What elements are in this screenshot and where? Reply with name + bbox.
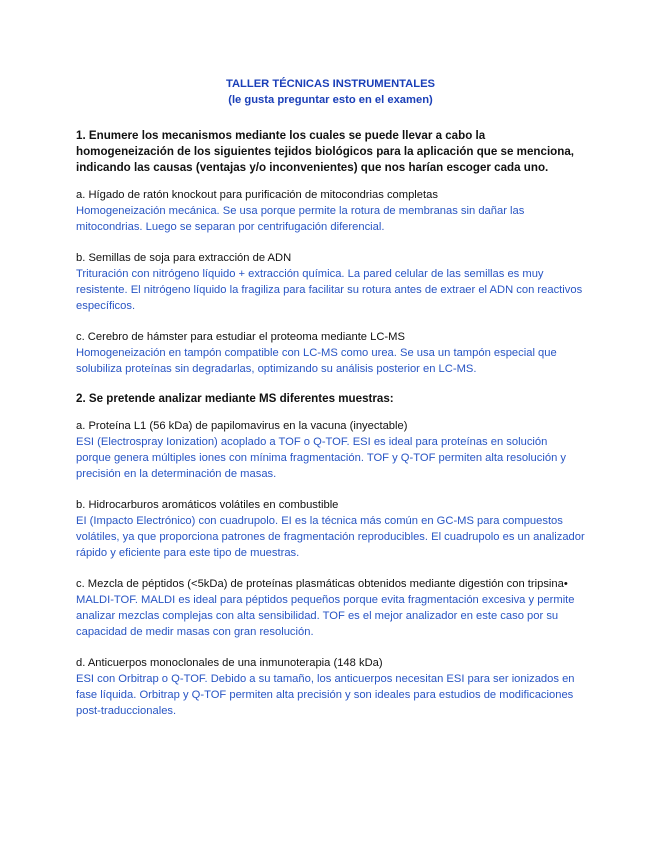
document-title <box>76 77 585 108</box>
item-label: c. Mezcla de péptidos (<5kDa) de proteínas plasmáticas obtenidos mediante digestión con tripsina• <box>76 578 568 590</box>
item-answer: MALDI-TOF. MALDI es ideal para péptidos pequeños porque evita fragmentación excesiva y permite analizar mezclas complejas con alta sensibilidad. TOF es el mejor analizador en este caso por su capacidad de medir masas con gran resolución. <box>76 594 575 638</box>
item-label: a. Proteína L1 (56 kDa) de papilomavirus en la vacuna (inyectable) <box>76 420 408 432</box>
item-label: b. Hidrocarburos aromáticos volátiles en combustible <box>76 499 339 511</box>
q2-item-b <box>76 497 585 561</box>
item-label: c. Cerebro de hámster para estudiar el proteoma mediante LC-MS <box>76 331 405 343</box>
q2-item-d <box>76 655 585 719</box>
q1-item-c <box>76 329 585 377</box>
item-answer: Homogeneización en tampón compatible con LC-MS como urea. Se usa un tampón especial que solubiliza proteínas sin degradarlas, optimizando su análisis posterior en LC-MS. <box>76 347 557 375</box>
title-line-1: TALLER TÉCNICAS INSTRUMENTALES <box>225 78 436 90</box>
item-answer: ESI con Orbitrap o Q-TOF. Debido a su tamaño, los anticuerpos necesitan ESI para ser ionizados en fase líquida. Orbitrap y Q-TOF permiten alta precisión y son ideales para estudios de modificaciones post-traduccionales. <box>76 673 575 717</box>
question-2: 2. Se pretende analizar mediante MS diferentes muestras: <box>76 392 394 405</box>
q1-item-b <box>76 250 585 314</box>
item-answer: Homogeneización mecánica. Se usa porque permite la rotura de membranas sin dañar las mitocondrias. Luego se separan por centrifugación diferencial. <box>76 205 525 233</box>
item-label: a. Hígado de ratón knockout para purificación de mitocondrias completas <box>76 189 438 201</box>
item-label: b. Semillas de soja para extracción de ADN <box>76 252 292 264</box>
q2-item-a <box>76 418 585 482</box>
item-answer: EI (Impacto Electrónico) con cuadrupolo. EI es la técnica más común en GC-MS para compuestos volátiles, ya que proporciona patrones de fragmentación reproducibles. El cuadrupolo es un analizador rápido y eficiente para este tipo de muestras. <box>76 515 585 559</box>
q1-item-a <box>76 187 585 235</box>
item-answer: ESI (Electrospray Ionization) acoplado a TOF o Q-TOF. ESI es ideal para proteínas en solución porque genera múltiples iones con mínima fragmentación. TOF y Q-TOF permiten alta resolución y precisión en la determinación de masas. <box>76 436 566 480</box>
q2-item-c <box>76 576 585 640</box>
title-line-2: (le gusta preguntar esto en el examen) <box>228 93 433 106</box>
item-label: d. Anticuerpos monoclonales de una inmunoterapia (148 kDa) <box>76 657 383 669</box>
question-1: 1. Enumere los mecanismos mediante los cuales se puede llevar a cabo la homogeneización de los siguientes tejidos biológicos para la aplicación que se menciona, indicando las causas (ventajas y/o inconvenientes) que nos harían escoger cada uno. <box>76 129 575 174</box>
item-answer: Trituración con nitrógeno líquido + extracción química. La pared celular de las semillas es muy resistente. El nitrógeno líquido la fragiliza para facilitar su rotura antes de extraer el ADN con reactivos específicos. <box>76 268 583 312</box>
